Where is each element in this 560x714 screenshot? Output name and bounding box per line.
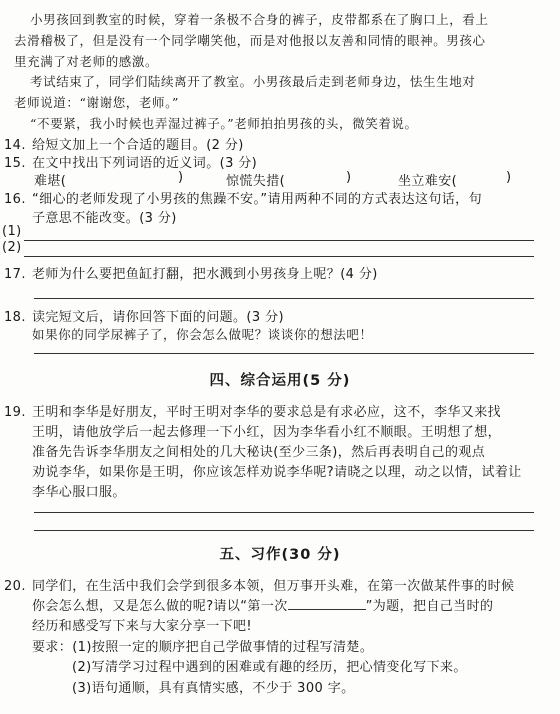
word-2: 惊慌失措( [226,174,286,189]
story-line: 考试结束了，同学们陆续离开了教室。小男孩最后走到老师身边，怯生生地对 [30,74,476,89]
question-20-line [0,595,560,614]
question-number: 17. [4,267,26,282]
question-number: 16. [4,192,26,207]
blank-1-close[interactable]: ) [178,170,184,185]
question-number: 18. [4,310,26,325]
question-19 [0,401,560,420]
question-20-line: 经历和感受写下来与大家分享一下吧! [32,619,253,634]
question-19-line: 李华心服口服。 [32,485,126,500]
requirements [0,636,560,655]
answer-line[interactable] [34,512,534,513]
question-20-text-b: ”为题，把自己当时的 [365,599,494,614]
question-20 [0,575,560,594]
requirements-label: 要求： [32,640,73,655]
answer-line[interactable] [34,353,534,354]
question-19-line: 准备先告诉李华朋友之间相处的几大秘诀(至少三条)，然后再表明自己的观点 [32,445,486,460]
requirement-3: (3)语句通顺，具有真情实感，不少于 300 字。 [72,681,355,696]
question-16 [0,188,560,207]
section-heading: 四、综合运用(5 分) [209,373,351,389]
question-number: 19. [4,405,26,420]
question-text: 在文中找出下列词语的近义词。(3 分) [32,156,258,171]
title-blank[interactable] [288,597,366,610]
blank-3-close[interactable]: ) [506,170,512,185]
answer-label-1: (1) [2,224,22,239]
answer-line[interactable] [34,298,534,299]
answer-label-2: (2) [2,240,22,255]
question-text: “细心的老师发现了小男孩的焦躁不安。”请用两种不同的方式表达这句话，句 [32,192,482,207]
requirement-1: (1)按照一定的顺序把自己学做事情的过程写清楚。 [72,640,374,655]
story-line: 小男孩回到教室的时候，穿着一条极不合身的裤子，皮带都系在了胸口上，看上 [30,12,489,27]
question-20-text-a: 你会怎么想，又是怎么做的呢?请以“第一次 [32,599,288,614]
question-number: 20. [4,579,26,594]
question-14 [0,134,560,153]
section-heading: 五、习作(30 分) [219,547,341,563]
question-number: 15. [4,156,26,171]
question-16-cont: 子意思不能改变。(3 分) [32,211,177,226]
question-19-line: 劝说李华，如果你是王明，你应该怎样劝说李华呢?请晓之以理，动之以情，试着让 [32,465,522,480]
question-18-sub: 如果你的同学尿裤子了，你会怎么做呢？谈谈你的想法吧！ [32,327,373,342]
question-text: 老师为什么要把鱼缸打翻，把水溅到小男孩身上呢？(4 分) [32,267,378,282]
question-15 [0,152,560,171]
question-text: 王明和李华是好朋友，平时王明对李华的要求总是有求必应，这不，李华又来找 [32,405,502,420]
question-18 [0,306,560,325]
question-number: 14. [4,138,26,153]
question-text: 给短文加上一个合适的题目。(2 分) [32,138,244,153]
word-3: 坐立难安( [398,174,458,189]
answer-line[interactable] [34,530,534,531]
question-text: 读完短文后，请你回答下面的问题。(3 分) [32,310,284,325]
answer-line[interactable] [24,256,534,257]
question-text: 同学们，在生活中我们会学到很多本领，但万事开头难，在第一次做某件事的时候 [32,579,515,594]
word-1: 难堪( [34,174,67,189]
story-line: 老师说道：“谢谢您，老师。” [14,95,179,110]
story-line: 里充满了对老师的感激。 [14,54,159,69]
story-line: 去滑稽极了，但是没有一个同学嘲笑他，而是对他报以友善和同情的眼神。男孩心 [14,33,486,48]
requirement-2: (2)写清学习过程中遇到的困难或有趣的经历，把心情变化写下来。 [72,660,467,675]
story-line: “不要紧，我小时候也弄湿过裤子。”老师拍拍男孩的头，微笑着说。 [30,116,418,131]
blank-2-close[interactable]: ) [346,170,352,185]
question-17 [0,263,560,282]
question-19-line: 王明，请他放学后一起去修理一下小红，因为李华看小红不顺眼。王明想了想， [32,425,502,440]
